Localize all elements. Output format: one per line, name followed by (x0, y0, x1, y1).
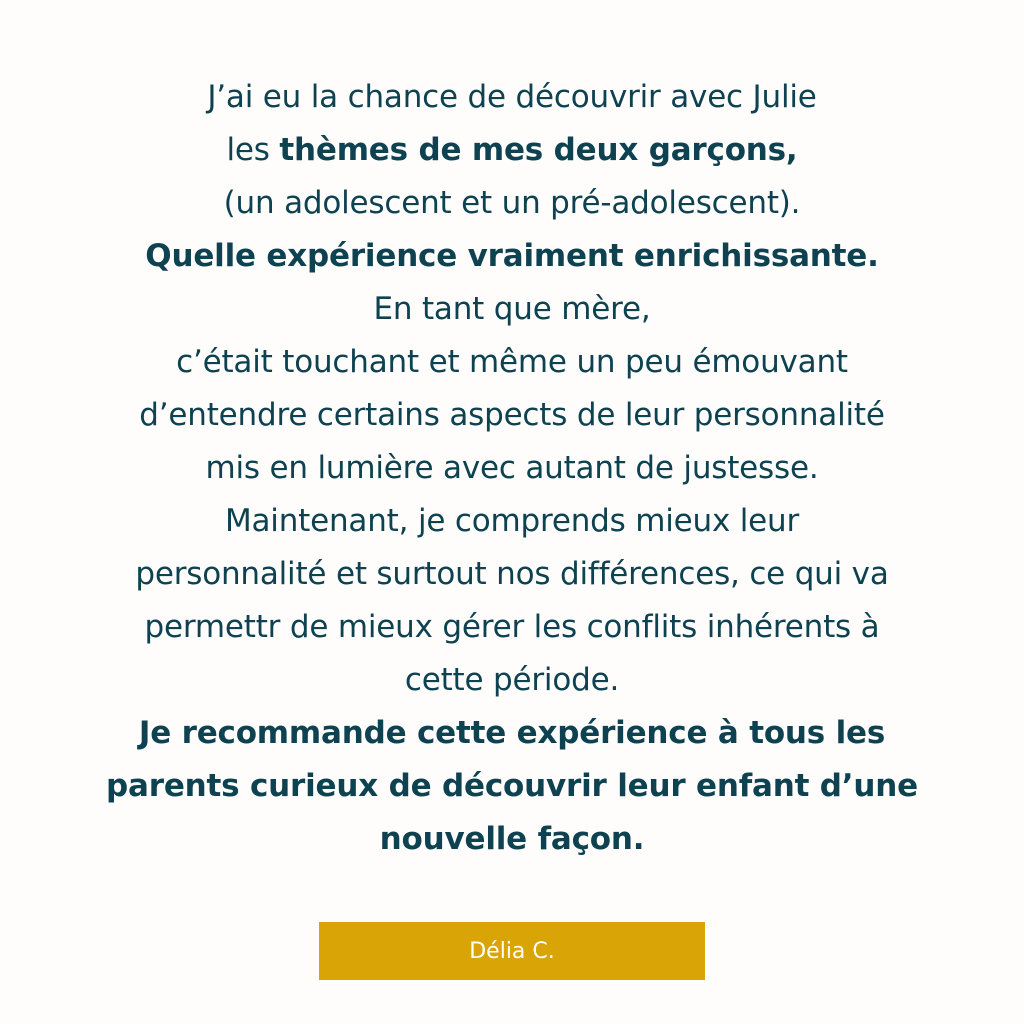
testimonial-line-5: En tant que mère, (373, 291, 651, 327)
testimonial-line-12: cette période. (404, 662, 620, 698)
testimonial-line-3: (un adolescent et un pré-adolescent). (223, 185, 801, 221)
author-badge (319, 922, 705, 980)
testimonial-line-15: nouvelle façon. (379, 821, 645, 857)
testimonial-line-4: Quelle expérience vraiment enrichissante. (145, 238, 879, 274)
testimonial-line-11: permettr de mieux gérer les conflits inhérents à (144, 609, 880, 645)
testimonial-line-1: J’ai eu la chance de découvrir avec Julie (207, 79, 817, 115)
author-name: Délia C. (469, 938, 555, 964)
testimonial-line-2-emphasis: thèmes de mes deux garçons, (279, 132, 798, 168)
testimonial-text (0, 71, 1024, 866)
testimonial-line-6: c’était touchant et même un peu émouvant (176, 344, 848, 380)
testimonial-line-7: d’entendre certains aspects de leur personnalité (139, 397, 885, 433)
testimonial-line-2-prefix: les (226, 132, 280, 168)
testimonial-line-14: parents curieux de découvrir leur enfant d’une (106, 768, 918, 804)
testimonial-line-13: Je recommande cette expérience à tous les (138, 715, 886, 751)
testimonial-line-2 (0, 124, 1024, 177)
testimonial-line-9: Maintenant, je comprends mieux leur (224, 503, 800, 539)
testimonial-line-10: personnalité et surtout nos différences, ce qui va (135, 556, 889, 592)
testimonial-line-8: mis en lumière avec autant de justesse. (205, 450, 819, 486)
